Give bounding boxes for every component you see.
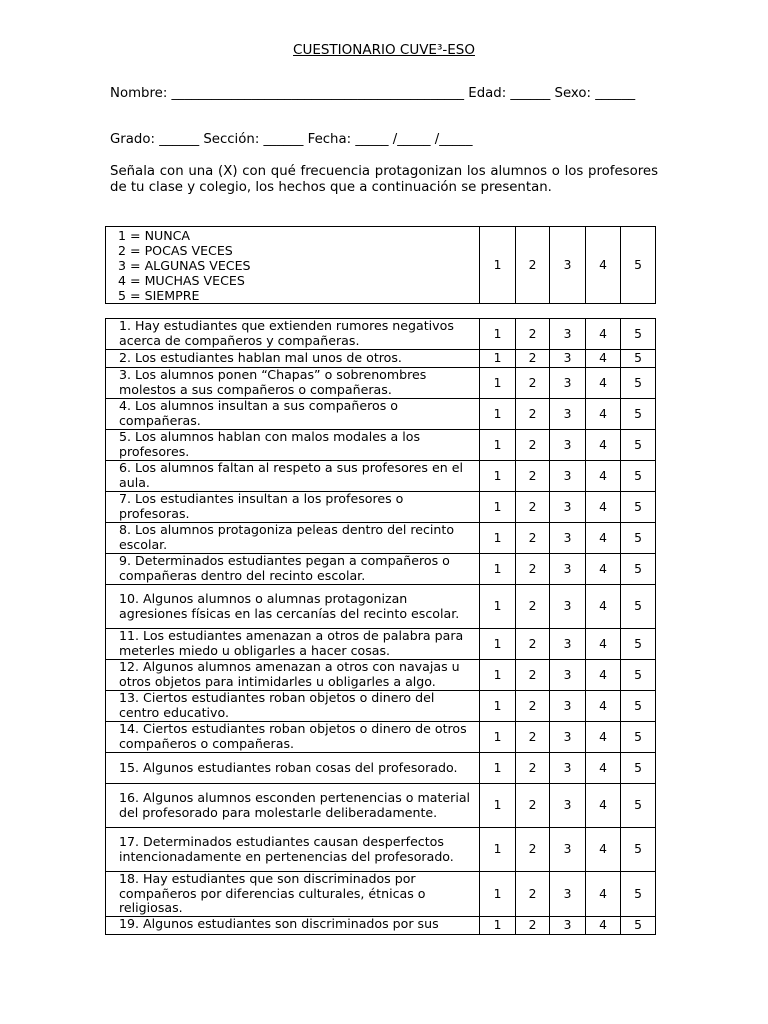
question-text — [106, 523, 480, 554]
answer-option-4[interactable]: 4 — [586, 350, 621, 368]
answer-option-2[interactable]: 2 — [516, 523, 550, 554]
question-text — [106, 722, 480, 753]
question-row — [106, 784, 656, 828]
answer-option-3[interactable]: 3 — [550, 461, 586, 492]
legend-table — [105, 226, 656, 304]
answer-option-1[interactable]: 1 — [480, 319, 516, 350]
question-text — [106, 872, 480, 917]
instructions: Señala con una (X) con qué frecuencia protagonizan los alumnos o los profesores de tu clase y colegio, los hechos que a continuación se presentan. — [110, 164, 658, 195]
answer-option-4[interactable]: 4 — [586, 691, 621, 722]
question-label: 11. Los estudiantes amenazan a otros de palabra para meterles miedo u obligarles a hacer cosas. — [119, 628, 464, 658]
answer-option-5[interactable]: 5 — [621, 872, 656, 917]
question-label: 9. Determinados estudiantes pegan a compañeros o compañeras dentro del recinto escolar. — [119, 553, 450, 583]
answer-option-5[interactable]: 5 — [621, 430, 656, 461]
answer-option-5[interactable]: 5 — [621, 691, 656, 722]
answer-option-1[interactable]: 1 — [480, 368, 516, 399]
legend-column-1: 1 — [480, 227, 516, 304]
legend-column-4: 4 — [586, 227, 621, 304]
answer-option-2[interactable]: 2 — [516, 916, 550, 934]
question-row — [106, 722, 656, 753]
answer-option-2[interactable]: 2 — [516, 492, 550, 523]
answer-option-2[interactable]: 2 — [516, 350, 550, 368]
answer-option-3[interactable]: 3 — [550, 629, 586, 660]
answer-option-3[interactable]: 3 — [550, 554, 586, 585]
answer-option-3[interactable]: 3 — [550, 399, 586, 430]
answer-option-4[interactable]: 4 — [586, 554, 621, 585]
answer-option-5[interactable]: 5 — [621, 722, 656, 753]
answer-option-4[interactable]: 4 — [586, 722, 621, 753]
answer-option-5[interactable]: 5 — [621, 492, 656, 523]
answer-option-3[interactable]: 3 — [550, 523, 586, 554]
answer-option-3[interactable]: 3 — [550, 319, 586, 350]
question-row — [106, 585, 656, 629]
question-row — [106, 523, 656, 554]
answer-option-2[interactable]: 2 — [516, 872, 550, 917]
question-text — [106, 461, 480, 492]
question-label: 16. Algunos alumnos esconden pertenencias o material del profesorado para molestarle deliberadamente. — [119, 789, 471, 820]
answer-option-2[interactable]: 2 — [516, 828, 550, 872]
answer-option-4[interactable]: 4 — [586, 585, 621, 629]
document-title: CUESTIONARIO CUVE³-ESO — [293, 42, 475, 58]
answer-option-1[interactable]: 1 — [480, 492, 516, 523]
answer-option-2[interactable]: 2 — [516, 629, 550, 660]
question-label: 15. Algunos estudiantes roban cosas del profesorado. — [119, 759, 458, 775]
answer-option-3[interactable]: 3 — [550, 916, 586, 934]
answer-option-1[interactable]: 1 — [480, 872, 516, 917]
answer-option-1[interactable]: 1 — [480, 828, 516, 872]
question-row — [106, 554, 656, 585]
answer-option-3[interactable]: 3 — [550, 368, 586, 399]
answer-option-1[interactable]: 1 — [480, 784, 516, 828]
question-label: 5. Los alumnos hablan con malos modales a los profesores. — [119, 429, 421, 459]
question-label: 4. Los alumnos insultan a sus compañeros o compañeras. — [119, 398, 399, 428]
answer-option-3[interactable]: 3 — [550, 430, 586, 461]
answer-option-5[interactable]: 5 — [621, 523, 656, 554]
question-text — [106, 319, 480, 350]
question-text — [106, 430, 480, 461]
question-label: 14. Ciertos estudiantes roban objetos o dinero de otros compañeros o compañeras. — [119, 721, 467, 751]
answer-option-1[interactable]: 1 — [480, 350, 516, 368]
question-label: 12. Algunos alumnos amenazan a otros con navajas u otros objetos para intimidarles u obligarles a algo. — [119, 659, 460, 689]
legend-scale-line: 5 = SIEMPRE — [118, 288, 200, 303]
answer-option-4[interactable]: 4 — [586, 872, 621, 917]
answer-option-1[interactable]: 1 — [480, 585, 516, 629]
answer-option-4[interactable]: 4 — [586, 368, 621, 399]
question-text — [106, 784, 480, 828]
answer-option-5[interactable]: 5 — [621, 660, 656, 691]
answer-option-5[interactable]: 5 — [621, 916, 656, 934]
answer-option-3[interactable]: 3 — [550, 753, 586, 784]
questionnaire-table — [105, 318, 656, 935]
answer-option-4[interactable]: 4 — [586, 461, 621, 492]
question-label: 17. Determinados estudiantes causan desperfectos intencionadamente en pertenencias del profesorado. — [119, 833, 454, 864]
answer-option-5[interactable]: 5 — [621, 784, 656, 828]
question-row — [106, 629, 656, 660]
answer-option-5[interactable]: 5 — [621, 399, 656, 430]
legend-scale — [106, 227, 480, 304]
question-text — [106, 492, 480, 523]
question-row — [106, 399, 656, 430]
answer-option-3[interactable]: 3 — [550, 828, 586, 872]
question-label: 1. Hay estudiantes que extienden rumores negativos acerca de compañeros y compañeras. — [119, 318, 454, 348]
question-row — [106, 430, 656, 461]
answer-option-4[interactable]: 4 — [586, 753, 621, 784]
answer-option-3[interactable]: 3 — [550, 691, 586, 722]
question-label: 3. Los alumnos ponen “Chapas” o sobrenombres molestos a sus compañeros o compañeras. — [119, 367, 427, 397]
question-text — [106, 585, 480, 629]
header-name-age-sex: Nombre: ____________________________________________ Edad: ______ Sexo: ______ — [110, 86, 636, 101]
answer-option-2[interactable]: 2 — [516, 660, 550, 691]
answer-option-4[interactable]: 4 — [586, 660, 621, 691]
answer-option-4[interactable]: 4 — [586, 784, 621, 828]
answer-option-2[interactable]: 2 — [516, 691, 550, 722]
question-text — [106, 554, 480, 585]
answer-option-5[interactable]: 5 — [621, 629, 656, 660]
answer-option-1[interactable]: 1 — [480, 430, 516, 461]
answer-option-5[interactable]: 5 — [621, 350, 656, 368]
answer-option-1[interactable]: 1 — [480, 399, 516, 430]
answer-option-2[interactable]: 2 — [516, 368, 550, 399]
question-label: 18. Hay estudiantes que son discriminados por compañeros por diferencias culturales, étnicas o religiosas. — [119, 871, 426, 916]
question-row — [106, 753, 656, 784]
answer-option-1[interactable]: 1 — [480, 753, 516, 784]
question-text — [106, 368, 480, 399]
question-row — [106, 660, 656, 691]
answer-option-5[interactable]: 5 — [621, 368, 656, 399]
answer-option-5[interactable]: 5 — [621, 585, 656, 629]
question-text — [106, 350, 480, 368]
question-row — [106, 319, 656, 350]
question-row — [106, 691, 656, 722]
answer-option-1[interactable]: 1 — [480, 629, 516, 660]
answer-option-2[interactable]: 2 — [516, 554, 550, 585]
answer-option-1[interactable]: 1 — [480, 722, 516, 753]
question-row — [106, 916, 656, 934]
answer-option-4[interactable]: 4 — [586, 430, 621, 461]
question-text — [106, 753, 480, 784]
answer-option-1[interactable]: 1 — [480, 691, 516, 722]
answer-option-1[interactable]: 1 — [480, 554, 516, 585]
answer-option-3[interactable]: 3 — [550, 660, 586, 691]
legend-scale-line: 2 = POCAS VECES — [118, 243, 233, 258]
answer-option-3[interactable]: 3 — [550, 784, 586, 828]
answer-option-2[interactable]: 2 — [516, 319, 550, 350]
answer-option-2[interactable]: 2 — [516, 753, 550, 784]
question-text — [106, 660, 480, 691]
question-row — [106, 368, 656, 399]
answer-option-3[interactable]: 3 — [550, 585, 586, 629]
answer-option-2[interactable]: 2 — [516, 399, 550, 430]
answer-option-4[interactable]: 4 — [586, 319, 621, 350]
question-label: 13. Ciertos estudiantes roban objetos o dinero del centro educativo. — [119, 690, 435, 720]
question-text — [106, 916, 480, 934]
question-row — [106, 461, 656, 492]
answer-option-2[interactable]: 2 — [516, 461, 550, 492]
question-label: 8. Los alumnos protagoniza peleas dentro del recinto escolar. — [119, 522, 455, 552]
answer-option-2[interactable]: 2 — [516, 430, 550, 461]
answer-option-4[interactable]: 4 — [586, 399, 621, 430]
answer-option-1[interactable]: 1 — [480, 916, 516, 934]
question-label: 10. Algunos alumnos o alumnas protagonizan agresiones físicas en las cercanías del recinto escolar. — [119, 590, 460, 621]
answer-option-3[interactable]: 3 — [550, 350, 586, 368]
header-grade-section-date: Grado: ______ Sección: ______ Fecha: _____ /_____ /_____ — [110, 132, 473, 147]
answer-option-2[interactable]: 2 — [516, 784, 550, 828]
answer-option-3[interactable]: 3 — [550, 492, 586, 523]
question-row — [106, 872, 656, 917]
answer-option-3[interactable]: 3 — [550, 722, 586, 753]
answer-option-4[interactable]: 4 — [586, 492, 621, 523]
question-label: 2. Los estudiantes hablan mal unos de otros. — [119, 350, 402, 366]
legend-column-3: 3 — [550, 227, 586, 304]
question-label: 19. Algunos estudiantes son discriminados por sus — [119, 917, 439, 932]
legend-scale-line: 1 = NUNCA — [118, 228, 191, 243]
legend-scale-line: 3 = ALGUNAS VECES — [118, 258, 251, 273]
answer-option-2[interactable]: 2 — [516, 585, 550, 629]
question-text — [106, 629, 480, 660]
question-text — [106, 399, 480, 430]
answer-option-1[interactable]: 1 — [480, 523, 516, 554]
legend-column-5: 5 — [621, 227, 656, 304]
answer-option-5[interactable]: 5 — [621, 828, 656, 872]
question-text — [106, 828, 480, 872]
answer-option-1[interactable]: 1 — [480, 461, 516, 492]
answer-option-4[interactable]: 4 — [586, 523, 621, 554]
question-row — [106, 350, 656, 368]
question-label: 7. Los estudiantes insultan a los profesores o profesoras. — [119, 491, 404, 521]
question-label: 6. Los alumnos faltan al respeto a sus profesores en el aula. — [119, 460, 463, 490]
answer-option-2[interactable]: 2 — [516, 722, 550, 753]
answer-option-4[interactable]: 4 — [586, 629, 621, 660]
question-text — [106, 691, 480, 722]
question-row — [106, 492, 656, 523]
legend-scale-line: 4 = MUCHAS VECES — [118, 273, 245, 288]
answer-option-3[interactable]: 3 — [550, 872, 586, 917]
question-row — [106, 828, 656, 872]
answer-option-4[interactable]: 4 — [586, 916, 621, 934]
answer-option-5[interactable]: 5 — [621, 319, 656, 350]
answer-option-5[interactable]: 5 — [621, 753, 656, 784]
answer-option-5[interactable]: 5 — [621, 554, 656, 585]
answer-option-5[interactable]: 5 — [621, 461, 656, 492]
answer-option-1[interactable]: 1 — [480, 660, 516, 691]
legend-column-2: 2 — [516, 227, 550, 304]
answer-option-4[interactable]: 4 — [586, 828, 621, 872]
